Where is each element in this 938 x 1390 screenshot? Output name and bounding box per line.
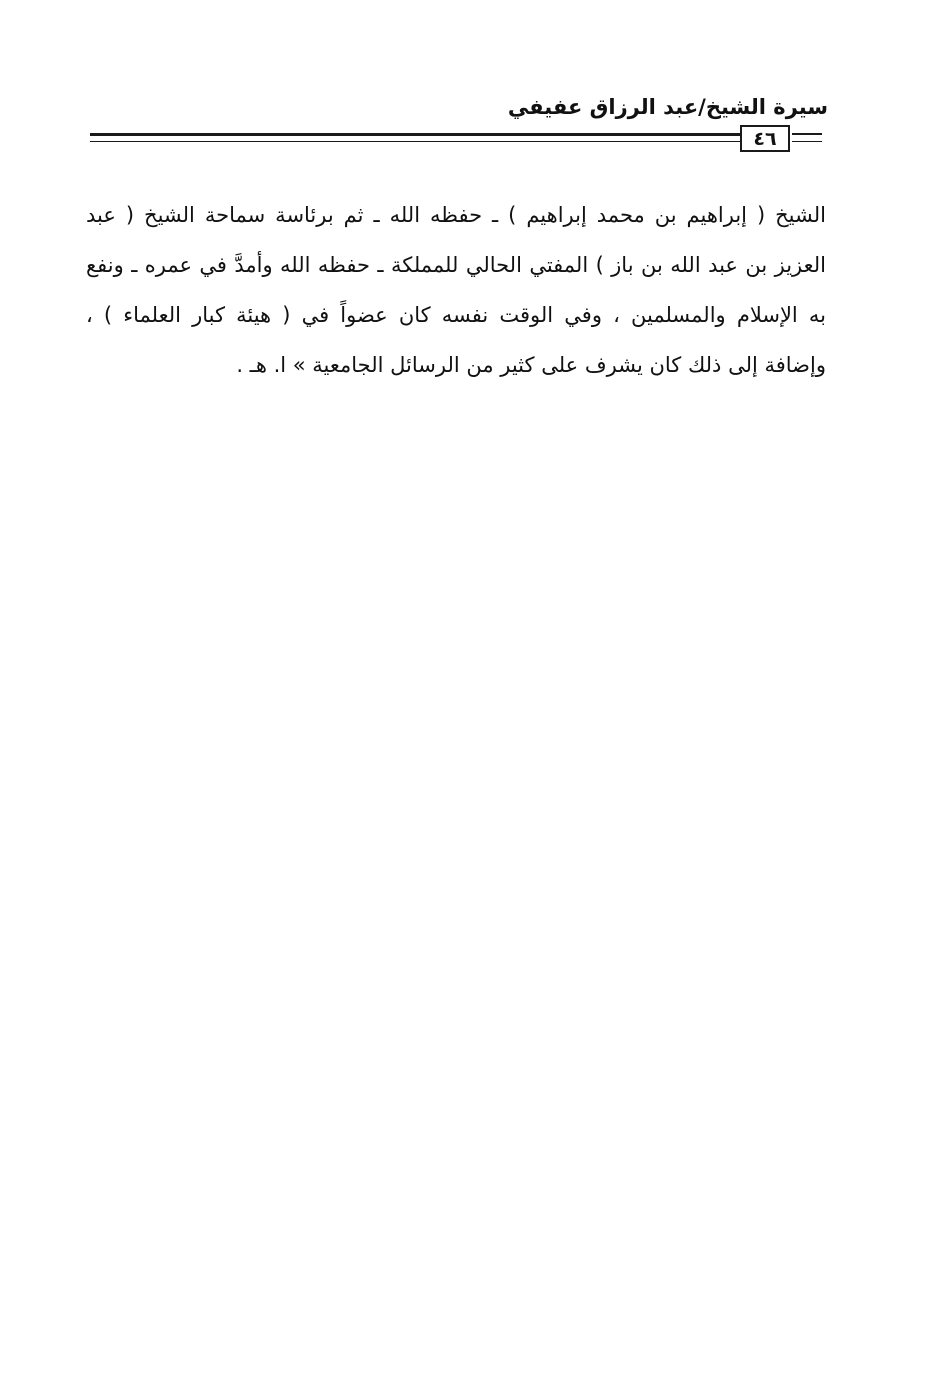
body-line: به الإسلام والمسلمين ، وفي الوقت نفسه كان عضواً في ( هيئة كبار العلماء ) ، bbox=[86, 303, 826, 327]
body-line: وإضافة إلى ذلك كان يشرف على كثير من الرسائل الجامعية » ا. هـ . bbox=[236, 353, 826, 377]
page-number: ٤٦ bbox=[753, 127, 777, 150]
body-line: الشيخ ( إبراهيم بن محمد إبراهيم ) ـ حفظه الله ـ ثم برئاسة سماحة الشيخ ( عبد bbox=[86, 203, 826, 227]
body-line: العزيز بن عبد الله بن باز ) المفتي الحالي للمملكة ـ حفظه الله وأمدَّ في عمره ـ ونفع bbox=[86, 253, 826, 277]
header-rule-thick bbox=[90, 133, 740, 136]
header-rule-right-thin bbox=[792, 141, 822, 142]
page-number-box bbox=[740, 125, 790, 152]
running-title: سيرة الشيخ/عبد الرزاق عفيفي bbox=[507, 95, 828, 119]
header-rule-right-thick bbox=[792, 133, 822, 135]
body-paragraph bbox=[86, 190, 826, 390]
header-rule-thin bbox=[90, 141, 740, 142]
